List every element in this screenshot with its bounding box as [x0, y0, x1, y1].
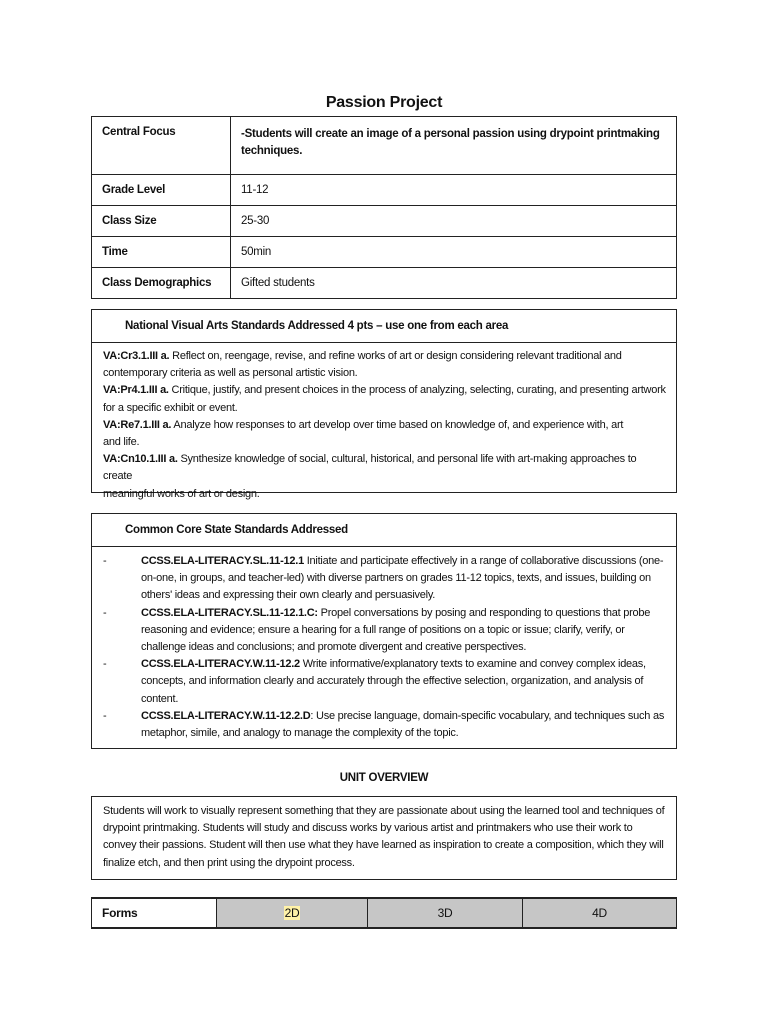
grade-level-value: 11-12: [231, 175, 677, 206]
bullet-dash: -: [103, 606, 107, 619]
central-focus-value: [231, 117, 677, 175]
list-item: [103, 553, 666, 605]
form-option-3d[interactable]: [368, 899, 523, 927]
nvas-standard: [103, 348, 666, 382]
form-option-4d[interactable]: [523, 899, 676, 927]
row-class-demographics: [92, 268, 677, 299]
class-demographics-value: Gifted students: [231, 268, 677, 299]
standard-code: VA:Cr3.1.III a.: [103, 350, 170, 362]
form-option-4d-label: 4D: [592, 906, 607, 920]
standard-code: VA:Re7.1.III a.: [103, 418, 172, 431]
standard-text-cont: for a specific exhibit or event.: [103, 401, 238, 414]
central-focus-line-1: -Students will create an image of a personal passion using drypoint printmaking: [241, 128, 660, 140]
nvas-standards-box: [91, 309, 677, 500]
standard-code: CCSS.ELA-LITERACY.W.11-12.2.D: [141, 709, 311, 722]
standard-text: Analyze how responses to art develop over time based on knowledge of, and experience with, art: [171, 418, 624, 431]
list-item: [103, 708, 666, 742]
standard-text: Synthesize knowledge of social, cultural, historical, and personal life with art-making approaches to create: [103, 453, 637, 483]
bullet-dash: -: [103, 658, 107, 671]
nvas-standard: [103, 382, 666, 416]
forms-row: [91, 897, 677, 929]
bullet-dash: -: [103, 709, 107, 722]
central-focus-label: Central Focus: [92, 117, 231, 175]
bullet-dash: -: [103, 555, 107, 567]
standard-code: VA:Cn10.1.III a.: [103, 453, 178, 466]
class-size-value: 25-30: [231, 206, 677, 237]
nvas-standards-list: [92, 343, 676, 503]
standard-text: Critique, justify, and present choices in the process of analyzing, selecting, curating, and presenting artwork: [168, 384, 666, 397]
row-time: [92, 237, 677, 268]
form-option-2d[interactable]: [217, 899, 368, 927]
list-item: [103, 656, 666, 708]
standard-text: Propel conversations by posing and responding to questions that probe reasoning and evidence; ensure a hearing for a full range of positions on a topic or issue; clarify, verify, or challenge ideas and conclusions; and promote divergent and creative perspectives.: [141, 606, 651, 654]
unit-overview-title: UNIT OVERVIEW: [339, 772, 429, 784]
standard-text: Initiate and participate effectively in a range of collaborative discussions (one-on-one, in groups, and teacher-led) with diverse partners on grades 11-12 topics, texts, and issues, building on others' ideas and expressing their own clearly and persuasively.: [141, 555, 664, 602]
standard-text: Write informative/explanatory texts to examine and convey complex ideas, concepts, and information clearly and accurately through the effective selection, organization, and analysis of content.: [141, 658, 646, 705]
standard-code: CCSS.ELA-LITERACY.SL.11-12.1.C:: [141, 606, 318, 619]
nvas-standard: [103, 417, 666, 451]
nvas-standard: [103, 451, 666, 503]
standard-text-cont: contemporary criteria as well as personal artistic vision.: [103, 367, 358, 380]
time-label: Time: [92, 237, 231, 268]
ccss-standards-list: [92, 547, 676, 742]
row-central-focus: [92, 117, 677, 175]
standard-text-cont: and life.: [103, 436, 140, 449]
lesson-info-table: [91, 116, 677, 299]
time-value: 50min: [231, 237, 677, 268]
forms-label: Forms: [92, 899, 217, 927]
ccss-heading: Common Core State Standards Addressed: [92, 514, 676, 547]
standard-code: CCSS.ELA-LITERACY.SL.11-12.1: [141, 555, 304, 567]
ccss-standards-box: [91, 513, 677, 749]
form-option-3d-label: 3D: [437, 906, 453, 920]
standard-text: : Use precise language, domain-specific vocabulary, and techniques such as metaphor, simile, and analogy to manage the complexity of the topic.: [141, 709, 665, 740]
row-class-size: [92, 206, 677, 237]
standard-text: Reflect on, reengage, revise, and refine works of art or design considering relevant traditional and: [169, 350, 622, 362]
grade-level-label: Grade Level: [92, 175, 231, 206]
standard-code: CCSS.ELA-LITERACY.W.11-12.2: [141, 658, 300, 671]
class-size-label: Class Size: [92, 206, 231, 237]
standard-text-cont: meaningful works of art or design.: [103, 487, 260, 500]
standard-code: VA:Pr4.1.III a.: [103, 384, 169, 397]
list-item: [103, 605, 666, 657]
central-focus-line-2: techniques.: [241, 145, 303, 157]
unit-overview-box: [91, 796, 677, 880]
unit-overview-text: Students will work to visually represent something that they are passionate about using the learned tool and techniques of drypoint printmaking. Students will study and discuss works by various artist and printmakers who use their work to convey their passions. Student will then use what they have learned as inspiration to create a composition, which they will finalize etch, and then print using the drypoint process.: [103, 805, 665, 869]
document-title: Passion Project: [325, 94, 443, 111]
row-grade-level: [92, 175, 677, 206]
class-demographics-label: Class Demographics: [92, 268, 231, 299]
nvas-heading: National Visual Arts Standards Addressed 4 pts – use one from each area: [92, 310, 676, 343]
form-option-2d-label: 2D: [284, 906, 300, 920]
